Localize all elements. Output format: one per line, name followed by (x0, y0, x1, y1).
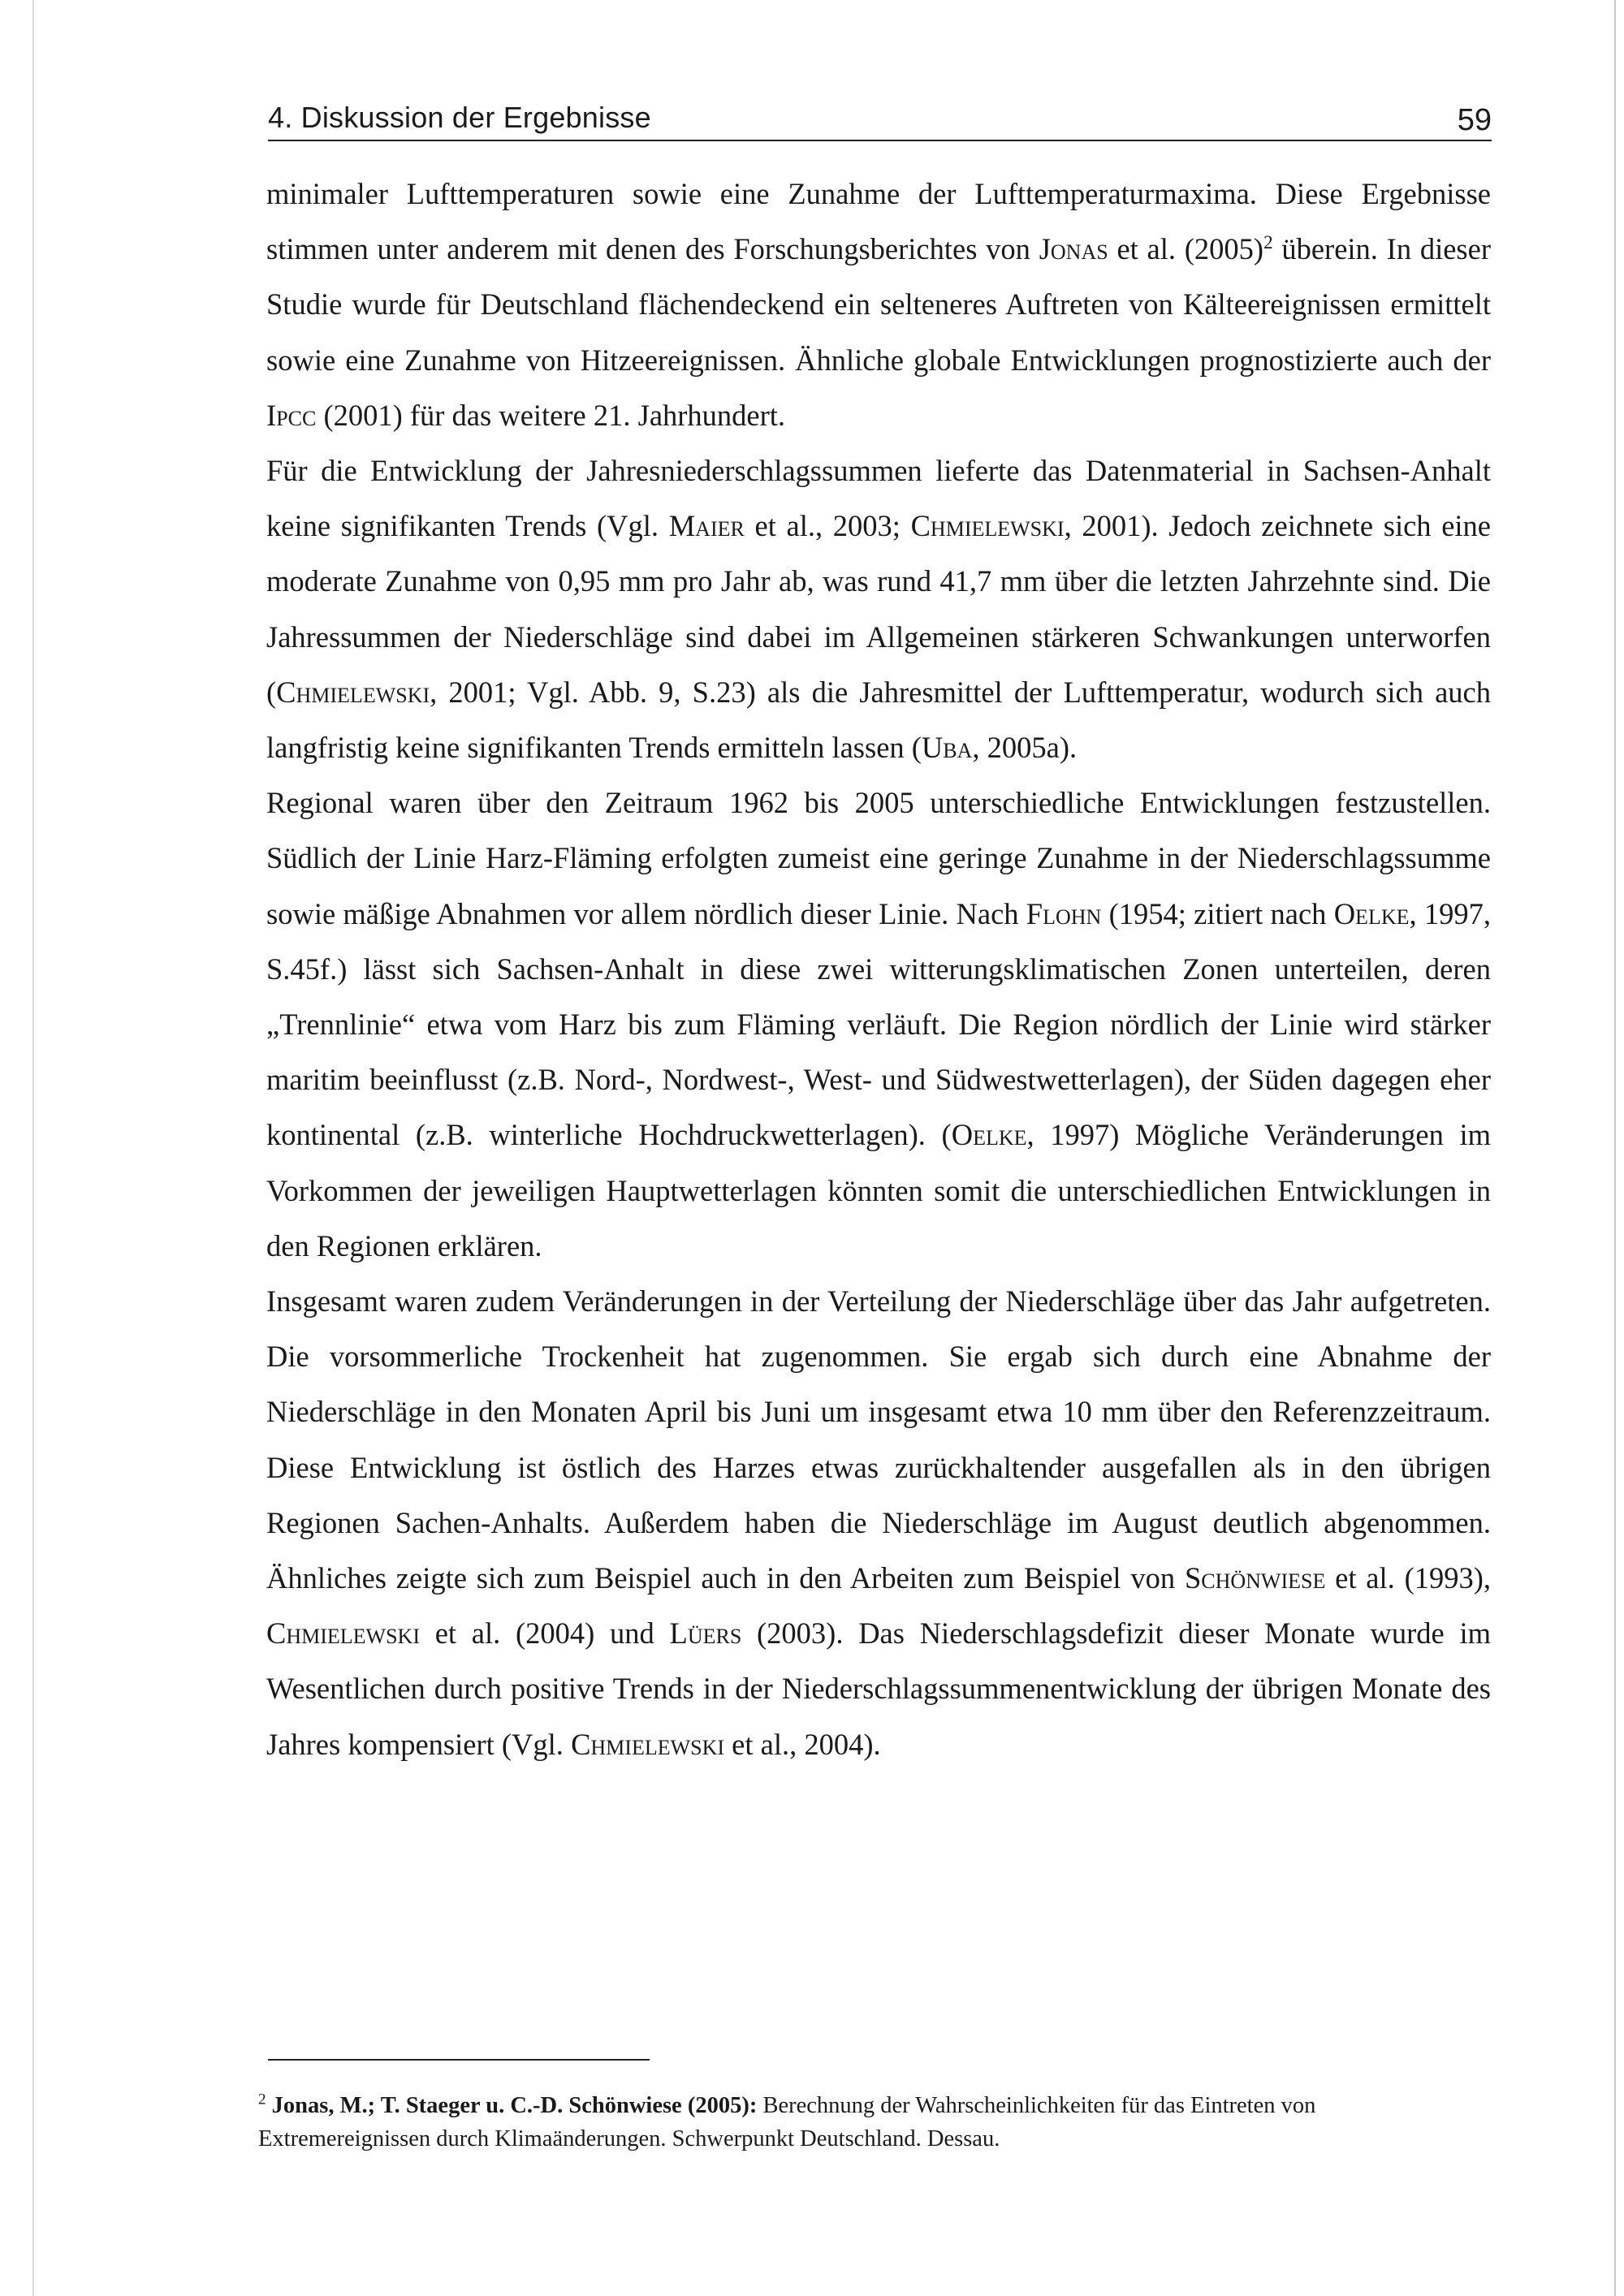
chapter-title: 4. Diskussion der Ergebnisse (268, 101, 651, 134)
text-run: überein. In dieser Studie wurde für Deutschland flächendeckend ein selteneres Auftreten von Kälteereignissen ermittelt sowie eine Zunahme von Hitzeereignissen. Ähnliche globale Entwicklungen prognostizierte auch der (266, 232, 1491, 377)
footnote-authors: Jonas, M.; T. Staeger u. C.-D. Schönwiese (2005): (266, 2093, 758, 2118)
citation-author: Chmielewski (571, 1727, 725, 1761)
citation-author: Ipcc (266, 398, 317, 432)
text-run: (1954; zitiert nach (1101, 896, 1334, 930)
text-run: , 2001). Jedoch zeichnete sich eine moderate Zunahme von 0,95 mm pro Jahr ab, was rund 41,7 mm über die letzten Jahrzehnte sind. Die Jahressummen der Niederschläge sind dabei im Allgemeinen stärkeren Schwankungen unterworfen ( (266, 509, 1492, 709)
text-run: , 2001; Vgl. Abb. 9, S.23) als die Jahresmittel der Lufttemperatur, wodurch sich auch langfristig keine signifikanten Trends ermitteln lassen ( (266, 675, 1491, 765)
citation-author: Jonas (1039, 232, 1108, 266)
text-run: et al., 2003; (744, 509, 911, 543)
paragraph-4 (266, 1274, 1491, 1772)
text-run: (2001) für das weitere 21. Jahrhundert. (316, 398, 786, 432)
body-text (266, 166, 1491, 1772)
text-run: (2003). Das Niederschlagsdefizit dieser Monate wurde im Wesentlichen durch positive Trends in der Niederschlagssummenentwicklung der übrigen Monate des Jahres kompensiert (Vgl. (266, 1616, 1492, 1761)
citation-author: Chmielewski (266, 1616, 420, 1651)
citation-author: Schönwiese (1184, 1561, 1326, 1595)
footnote (258, 2089, 1492, 2156)
text-run: , 1997, S.45f.) lässt sich Sachsen-Anhalt in diese zwei witterungsklimatischen Zonen unterteilen, deren „Trennlinie“ etwa vom Harz bis zum Fläming verläuft. Die Region nördlich der Linie wird stärker maritim beeinflusst (z.B. Nord-, Nordwest-, West- und Südwestwetterlagen), der Süden dagegen eher kontinental (z.B. winterliche Hochdruckwetterlagen). ( (266, 896, 1491, 1152)
footnote-2 (258, 2089, 1492, 2156)
paragraph-1 (266, 166, 1491, 443)
paragraph-3 (266, 775, 1491, 1274)
citation-author: Flohn (1026, 896, 1102, 930)
footnote-text: Berechnung der Wahrscheinlichkeiten für das Eintreten von Extremereignissen durch Klimaänderungen. Schwerpunkt Deutschland. Dessau. (258, 2093, 1316, 2151)
page-number: 59 (1457, 103, 1492, 137)
text-run: , 1997) Mögliche Veränderungen im Vorkommen der jeweiligen Hauptwetterlagen könnten somit die unterschiedlichen Entwicklungen in den Regionen erklären. (266, 1118, 1491, 1262)
scan-edge-right (1614, 0, 1616, 2296)
citation-author: Oelke (951, 1118, 1027, 1152)
text-run: , 2005a). (972, 731, 1078, 765)
scan-edge-left (32, 0, 34, 2296)
citation-author: Chmielewski (276, 675, 430, 709)
text-run: Insgesamt waren zudem Veränderungen in der Verteilung der Niederschläge über das Jahr aufgetreten. Die vorsommerliche Trockenheit hat zugenommen. Sie ergab sich durch eine Abnahme der Niederschläge in den Monaten April bis Juni um insgesamt etwa 10 mm über den Referenzzeitraum. Diese Entwicklung ist östlich des Harzes etwas zurückhaltender ausgefallen als in den übrigen Regionen Sachen-Anhalts. Außerdem haben die Niederschläge im August deutlich abgenommen. Ähnliches zeigte sich zum Beispiel auch in den Arbeiten zum Beispiel von (266, 1284, 1491, 1595)
footnote-number: 2 (258, 2091, 266, 2108)
paragraph-2 (266, 443, 1491, 775)
text-run: Regional waren über den Zeitraum 1962 bis 2005 unterschiedliche Entwicklungen festzustellen. Südlich der Linie Harz-Fläming erfolgten zumeist eine geringe Zunahme in der Niederschlagssumme sowie mäßige Abnahmen vor allem nördlich dieser Linie. Nach (266, 786, 1491, 930)
text-run: et al., 2004). (724, 1727, 881, 1761)
citation-author: Chmielewski (910, 509, 1065, 543)
citation-author: Oelke (1333, 896, 1410, 930)
footnote-separator (268, 2059, 650, 2061)
text-run: et al. (2005) (1108, 232, 1264, 266)
text-run: minimaler Lufttemperaturen sowie eine Zunahme der Lufttemperaturmaxima. Diese Ergebnisse stimmen unter anderem mit denen des Forschungsberichtes von (266, 177, 1491, 266)
citation-author: Maier (668, 509, 745, 543)
text-run: et al. (1993), (1325, 1561, 1491, 1595)
text-run: et al. (2004) und (419, 1616, 670, 1651)
running-header (268, 91, 1492, 141)
footnote-reference: 2 (1263, 232, 1273, 253)
citation-author: Uba (921, 731, 973, 765)
citation-author: Lüers (669, 1616, 742, 1651)
text-run: Für die Entwicklung der Jahresniederschlagssummen lieferte das Datenmaterial in Sachsen-Anhalt keine signifikanten Trends (Vgl. (266, 454, 1491, 543)
